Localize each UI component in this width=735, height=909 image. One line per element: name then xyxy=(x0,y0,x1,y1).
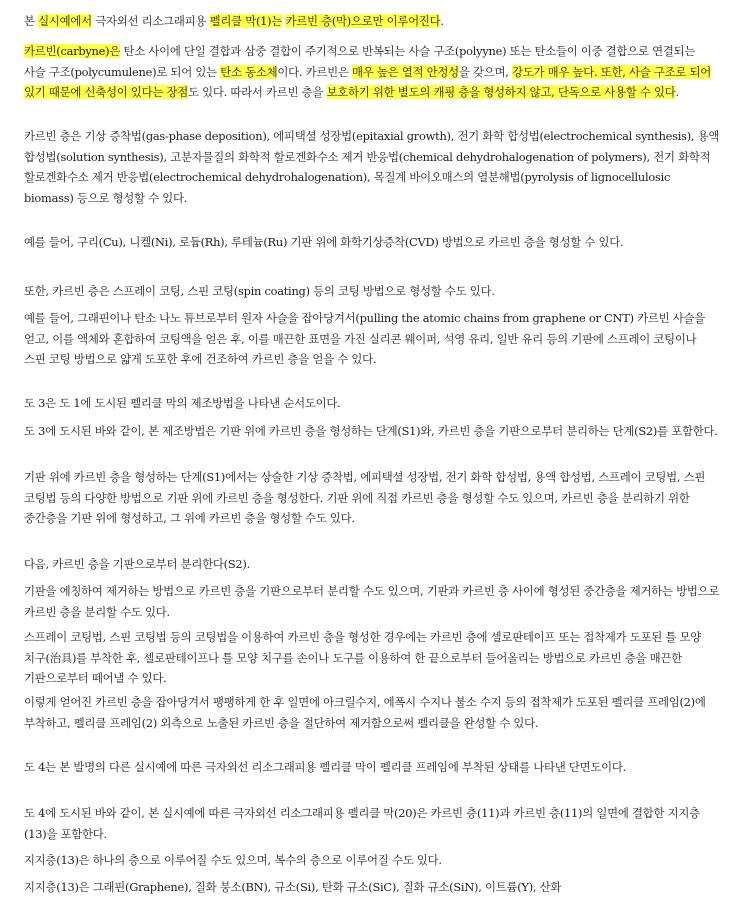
paragraph-text: 지지층(13)은 하나의 층으로 이루어질 수도 있으며, 복수의 층으로 이루어질 수도 있다. xyxy=(24,853,442,867)
highlighted-text: 강도가 매우 높다. 또한, 사슬 구조로 되어 있기 때문에 신축성이 있다는 장점 xyxy=(24,64,712,100)
highlighted-text: 카르빈 층(막)으로만 이루어진다 xyxy=(285,14,441,28)
paragraph-text: 다음, 카르빈 층을 기판으로부터 분리한다(S2). xyxy=(24,557,250,571)
paragraph-text: 탄소 사이에 단일 결합과 삼중 결합이 주기적으로 반복되는 사슬 구조(polyyne) 또는 탄소들이 이중 결합으로 연결되는 사슬 구조(polycumulene)로 되어 있는 xyxy=(24,44,696,79)
paragraph-10 xyxy=(24,554,720,575)
paragraph-text: 을 갖으며, xyxy=(458,64,513,79)
paragraph-text: 도 4는 본 발명의 다른 실시예에 따른 극자외선 리소그래피용 펠리클 막이 펠리클 프레임에 부착된 상태를 나타낸 단면도이다. xyxy=(24,760,626,774)
paragraph-text: 본 xyxy=(24,14,39,28)
highlighted-text: 실시예에서 xyxy=(38,14,92,28)
paragraph-9 xyxy=(24,467,720,529)
paragraph-text: 이렇게 얻어진 카르빈 층을 잡아당겨서 팽팽하게 한 후 일면에 아크릴수지, 에폭시 수지나 불소 수지 등의 접착제가 도포된 펠리클 프레임(2)에 부착하고, 펠리클 프레임(2) 외측으로 노출된 카르빈 층을 절단하여 제거함으로써 펠리클을 완성할 수 있다. xyxy=(24,695,706,730)
paragraph-text: 또한, 카르빈 층은 스프레이 코팅, 스핀 코팅(spin coating) 등의 코팅 방법으로 형성할 수도 있다. xyxy=(24,284,495,298)
paragraph-12 xyxy=(24,627,720,689)
paragraph-text: 극자외선 리소그래피용 xyxy=(91,14,210,28)
highlighted-text: 탄소 동소체 xyxy=(220,64,278,79)
paragraph-text: 스프레이 코팅법, 스핀 코팅법 등의 코팅법을 이용하여 카르빈 층을 형성한 경우에는 카르빈 층에 셀로판테이프 또는 접착제가 도포된 틀 모양 치구(治具)를 부착한 후, 셀로판테이프나 틀 모양 치구를 손이나 도구를 이용하여 한 끝으로부터 들어올리는 방법으로 카르빈 층을 매끈한 기판으로부터 떼어낼 수 있다. xyxy=(24,630,701,686)
paragraph-text: 도 3에 도시된 바와 같이, 본 제조방법은 기판 위에 카르빈 층을 형성하는 단계(S1)와, 카르빈 층을 기판으로부터 분리하는 단계(S2)를 포함한다. xyxy=(24,424,718,438)
paragraph-text: 도 3은 도 1에 도시된 펠리클 막의 제조방법을 나타낸 순서도이다. xyxy=(24,396,341,410)
paragraph-text: 도 4에 도시된 바와 같이, 본 실시예에 따른 극자외선 리소그래피용 펠리클 막(20)은 카르빈 층(11)과 카르빈 층(11)의 일면에 결합한 지지층(13)을 포함한다. xyxy=(24,806,700,841)
paragraph-text: 이다. 카르빈은 xyxy=(277,64,352,79)
paragraph-3 xyxy=(24,126,720,208)
paragraph-15 xyxy=(24,803,720,844)
paragraph-text: 카르빈 층은 기상 증착법(gas-phase deposition), 에피택셜 성장법(epitaxial growth), 전기 화학 합성법(electrochemical synthesis), 용액 합성법(solution synthesis), 고분자물질의 화학적 할로겐화수소 제거 반응법(chemical dehydrohalogenation of polymers), 전기 화학적 할로겐화수소 제거 반응법(electrochemical dehydrohalogenation), 목질계 바이오매스의 열분해법(pyrolysis of lignocellulosic biomass) 등으로 형성할 수 있다. xyxy=(24,129,720,205)
paragraph-2 xyxy=(24,41,720,103)
paragraph-4 xyxy=(24,232,720,253)
paragraph-text: 기판 위에 카르빈 층을 형성하는 단계(S1)에서는 상술한 기상 증착법, 에피택셜 성장법, 전기 화학 합성법, 용액 합성법, 스프레이 코팅법, 스핀 코팅법 등의 다양한 방법으로 기판 위에 카르빈 층을 형성한다. 기판 위에 직접 카르빈 층을 형성할 수도 있으며, 카르빈 층을 분리하기 위한 중간층을 기판 위에 형성하고, 그 위에 카르빈 층을 형성할 수도 있다. xyxy=(24,470,706,526)
paragraph-6 xyxy=(24,308,720,370)
paragraph-text: . xyxy=(675,85,679,100)
paragraph-11 xyxy=(24,581,720,622)
paragraph-text: 기판을 에칭하여 제거하는 방법으로 카르빈 층을 기판으로부터 분리할 수도 있으며, 기판과 카르빈 층 사이에 형성된 중간층을 제거하는 방법으로 카르빈 층을 분리할 수도 있다. xyxy=(24,584,720,619)
highlighted-text: 펠리클 막(1)는 xyxy=(209,14,283,28)
paragraph-1 xyxy=(24,11,720,32)
paragraph-text: . xyxy=(440,14,444,28)
paragraph-text: 예를 들어, 구리(Cu), 니켈(Ni), 로듐(Rh), 루테늄(Ru) 기판 위에 화학기상증착(CVD) 방법으로 카르빈 층을 형성할 수 있다. xyxy=(24,235,624,249)
paragraph-text: 예를 들어, 그래핀이나 탄소 나노 튜브로부터 원자 사슬을 잡아당겨서(pulling the atomic chains from graphene or CNT) 카르빈 사슬을 얻고, 이를 액체와 혼합하여 코팅액을 얻은 후, 이를 매끈한 표면을 가진 실리콘 웨이퍼, 석영 유리, 일반 유리 등의 기판에 스프레이 코팅이나 스핀 코팅 방법으로 얇게 도포한 후에 건조하여 카르빈 층을 얻을 수 있다. xyxy=(24,311,706,367)
paragraph-7 xyxy=(24,393,720,414)
paragraph-13 xyxy=(24,692,720,733)
paragraph-16 xyxy=(24,850,720,871)
highlighted-text: 카르빈(carbyne)은 xyxy=(24,44,121,58)
paragraph-17 xyxy=(24,877,720,898)
paragraph-text: 지지층(13)은 그래핀(Graphene), 질화 붕소(BN), 규소(Si), 탄화 규소(SiC), 질화 규소(SiN), 이트륨(Y), 산화 xyxy=(24,880,562,894)
highlighted-text: 매우 높은 열적 안정성 xyxy=(351,64,459,79)
paragraph-5 xyxy=(24,281,720,302)
paragraph-14 xyxy=(24,757,720,778)
highlighted-text: 보호하기 위한 별도의 캐핑 층을 형성하지 않고, 단독으로 사용할 수 있다 xyxy=(326,85,676,100)
paragraph-8 xyxy=(24,421,720,442)
paragraph-text: 도 있다. 따라서 카르빈 층을 xyxy=(188,85,327,100)
